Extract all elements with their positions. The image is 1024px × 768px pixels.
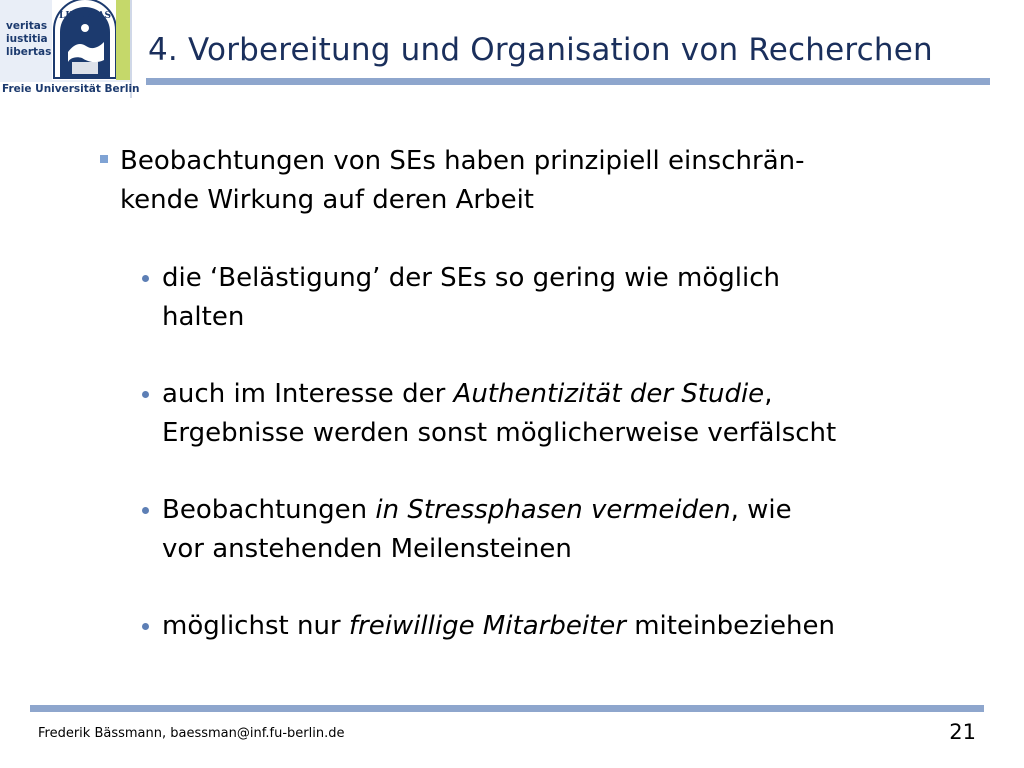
sub-bullet-line: Ergebnisse werden sonst möglicherweise verfälscht bbox=[162, 418, 837, 448]
round-bullet-icon bbox=[142, 507, 149, 514]
sub-bullet-line: halten bbox=[162, 302, 245, 332]
footer-divider bbox=[30, 705, 984, 712]
round-bullet-icon bbox=[142, 391, 149, 398]
sub-bullet-text: möglichst nur bbox=[162, 611, 349, 641]
sub-bullet-line bbox=[162, 491, 980, 530]
footer-author: Frederik Bässmann, baessman@inf.fu-berlin.de bbox=[38, 726, 345, 741]
sub-bullet-text: auch im Interesse der bbox=[162, 379, 454, 409]
university-seal-icon bbox=[52, 0, 118, 80]
square-bullet-icon bbox=[100, 155, 108, 163]
sub-bullet bbox=[140, 259, 980, 337]
main-bullet bbox=[100, 142, 980, 220]
sub-bullet-text: , wie bbox=[730, 495, 792, 525]
university-logo bbox=[0, 0, 140, 98]
sub-bullet-line bbox=[162, 607, 980, 646]
sub-bullet bbox=[140, 375, 980, 453]
sub-bullet-emphasis: Authentizität der Studie bbox=[453, 379, 765, 409]
sub-bullet-text: , bbox=[764, 379, 773, 409]
svg-text:LIBERTAS: LIBERTAS bbox=[58, 11, 112, 21]
sub-bullet bbox=[140, 491, 980, 569]
main-bullet-line: kende Wirkung auf deren Arbeit bbox=[120, 185, 534, 215]
slide-content bbox=[100, 142, 980, 646]
title-divider bbox=[146, 78, 990, 85]
sub-bullet-emphasis: freiwillige Mitarbeiter bbox=[348, 611, 626, 641]
sub-bullet-line: vor anstehenden Meilensteinen bbox=[162, 534, 572, 564]
university-name: Freie Universität Berlin bbox=[2, 83, 140, 95]
round-bullet-icon bbox=[142, 623, 149, 630]
logo-motto-word: veritas bbox=[6, 20, 48, 32]
sub-bullet-emphasis: in Stressphasen vermeiden bbox=[375, 495, 731, 525]
logo-motto bbox=[6, 20, 51, 59]
sub-bullet-text: miteinbeziehen bbox=[625, 611, 835, 641]
logo-green-bar bbox=[116, 0, 130, 80]
slide-title: 4. Vorbereitung und Organisation von Recherchen bbox=[148, 32, 933, 68]
logo-motto-word: iustitia bbox=[6, 33, 48, 45]
round-bullet-icon bbox=[142, 275, 149, 282]
main-bullet-line: Beobachtungen von SEs haben prinzipiell einschrän- bbox=[120, 146, 805, 176]
sub-bullet bbox=[140, 607, 980, 646]
logo-motto-word: libertas bbox=[6, 46, 52, 58]
sub-bullet-line: die ‘Belästigung’ der SEs so gering wie möglich bbox=[162, 263, 780, 293]
sub-bullet-text: Beobachtungen bbox=[162, 495, 376, 525]
page-number: 21 bbox=[949, 720, 976, 744]
sub-bullet-line bbox=[162, 375, 980, 414]
